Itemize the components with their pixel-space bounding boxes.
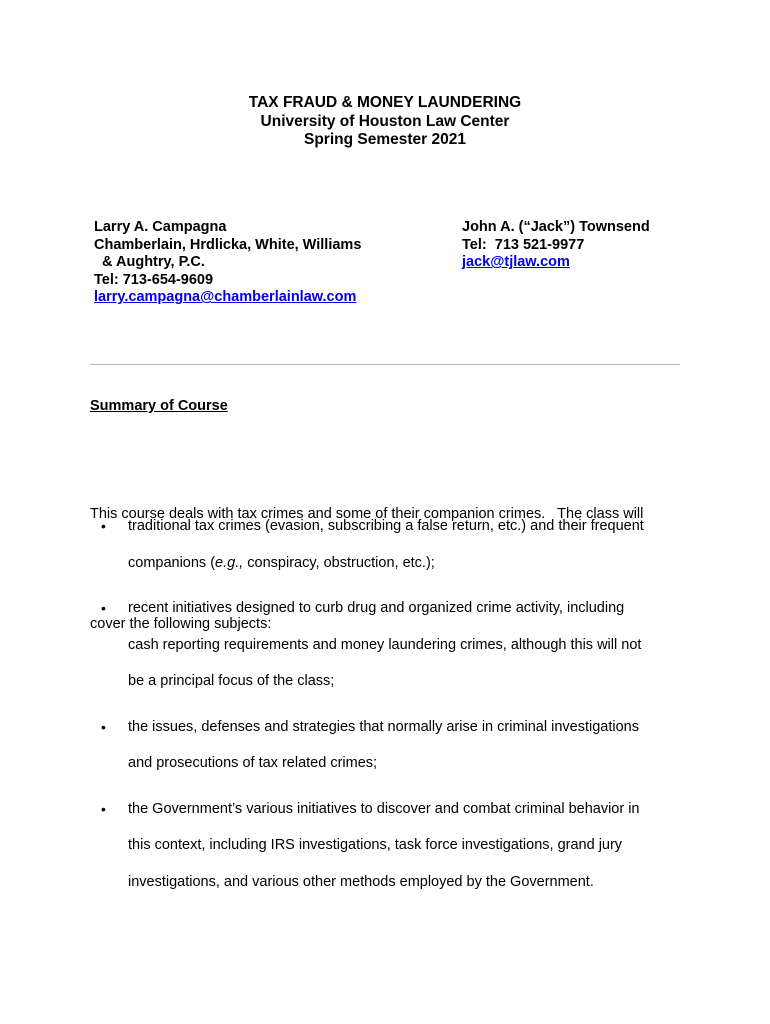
- instructor-email-link[interactable]: jack@tjlaw.com: [462, 254, 570, 271]
- list-item-line: be a principal focus of the class;: [128, 673, 335, 689]
- horizontal-divider: [90, 364, 680, 365]
- instructor-phone: Tel: 713 521-9977: [462, 236, 585, 253]
- list-item-line: recent initiatives designed to curb drug and organized crime activity, including: [128, 600, 625, 616]
- course-title: TAX FRAUD & MONEY LAUNDERING: [248, 94, 522, 111]
- bullet-icon: •: [101, 800, 106, 817]
- list-item-line: this context, including IRS investigations, task force investigations, grand jury: [128, 837, 623, 853]
- list-item-line: investigations, and various other methods employed by the Government.: [128, 873, 594, 890]
- list-item: [90, 791, 680, 901]
- list-item-line: [128, 545, 680, 582]
- section-heading: Summary of Course: [90, 398, 228, 414]
- list-item-line: and prosecutions of tax related crimes;: [128, 755, 378, 771]
- list-item: [90, 590, 680, 700]
- instructor-phone: Tel: 713-654-9609: [94, 271, 214, 288]
- summary-line: cover the following subjects:: [90, 615, 272, 632]
- instructor-email-link[interactable]: larry.campagna@chamberlainlaw.com: [94, 289, 357, 306]
- list-item-line: the Government’s various initiatives to discover and combat criminal behavior in: [128, 800, 640, 817]
- school-name: University of Houston Law Center: [260, 112, 510, 130]
- summary-line: This course deals with tax crimes and some of their companion crimes. The class will: [90, 506, 644, 522]
- instructor-name: Larry A. Campagna: [94, 219, 227, 235]
- list-item-text: companions (e.g., conspiracy, obstruction, etc.);: [128, 554, 435, 571]
- bullet-icon: •: [101, 718, 106, 735]
- list-item-line: traditional tax crimes (evasion, subscribing a false return, etc.) and their frequent: [128, 518, 644, 534]
- list-item: [90, 709, 680, 782]
- list-item-line: the issues, defenses and strategies that normally arise in criminal investigations: [128, 718, 639, 735]
- semester: Spring Semester 2021: [304, 131, 466, 148]
- bullet-icon: •: [101, 518, 106, 534]
- document-title-block: [0, 94, 770, 150]
- list-item-line: cash reporting requirements and money laundering crimes, although this will not: [128, 636, 642, 653]
- bullet-icon: •: [101, 600, 106, 616]
- firm-name-line1: Chamberlain, Hrdlicka, White, Williams: [94, 236, 362, 253]
- instructor-left: [94, 219, 424, 307]
- instructor-right: [462, 219, 702, 272]
- subject-list: [90, 508, 680, 909]
- list-item: [90, 508, 680, 581]
- instructor-name: John A. (“Jack”) Townsend: [462, 219, 650, 235]
- firm-name-line2: & Aughtry, P.C.: [94, 254, 205, 271]
